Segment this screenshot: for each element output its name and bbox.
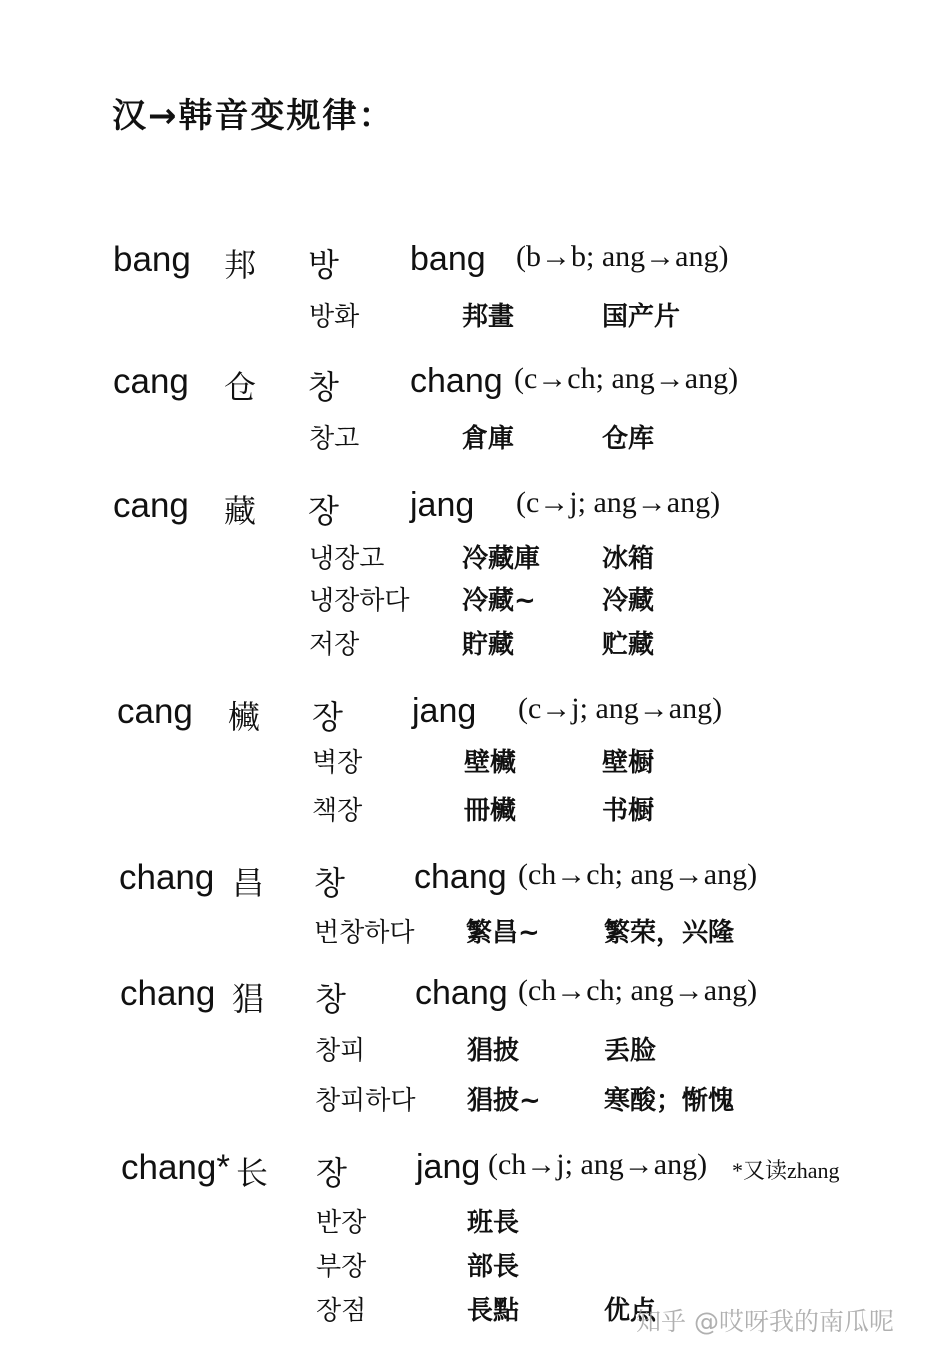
example-hanja: 猖披 xyxy=(467,1036,520,1066)
example-korean: 창피 xyxy=(315,1036,366,1066)
pinyin: cang xyxy=(113,486,189,525)
example-korean: 냉장고 xyxy=(309,544,385,574)
hangul: 창 xyxy=(308,368,339,406)
hanzi: 长 xyxy=(236,1154,269,1192)
example-korean: 방화 xyxy=(309,302,360,332)
example-korean: 창고 xyxy=(309,424,360,454)
example-hanja: 繁昌~ xyxy=(466,918,540,948)
example-chinese: 壁橱 xyxy=(602,748,655,778)
example-chinese: 繁荣，兴隆 xyxy=(604,918,735,948)
sound-change-rule: (ch→ch; ang→ang) xyxy=(518,974,758,1007)
example-chinese: 冷藏 xyxy=(602,586,655,616)
korean-romanization: jang xyxy=(412,692,477,730)
example-korean: 저장 xyxy=(309,630,360,660)
example-korean: 반장 xyxy=(316,1208,367,1238)
sound-change-rule: (c→j; ang→ang) xyxy=(518,692,723,725)
hanzi: 欌 xyxy=(228,698,261,736)
example-korean: 장점 xyxy=(316,1296,367,1326)
example-hanja: 冷藏庫 xyxy=(462,544,541,574)
example-chinese: 寒酸；惭愧 xyxy=(604,1086,735,1116)
example-chinese: 优点 xyxy=(604,1296,657,1326)
hanzi: 邦 xyxy=(224,246,257,284)
hangul: 장 xyxy=(308,492,339,530)
example-korean: 벽장 xyxy=(312,748,363,778)
example-hanja: 冊欌 xyxy=(464,796,517,826)
example-korean: 냉장하다 xyxy=(309,586,410,616)
example-hanja: 長點 xyxy=(467,1296,520,1326)
example-hanja: 邦畫 xyxy=(462,302,515,332)
sound-change-rule: (ch→ch; ang→ang) xyxy=(518,858,758,891)
example-chinese: 仓库 xyxy=(602,424,655,454)
sound-change-rule: (b→b; ang→ang) xyxy=(516,240,729,273)
korean-romanization: jang xyxy=(416,1148,481,1186)
example-chinese: 冰箱 xyxy=(602,544,655,574)
example-korean: 번창하다 xyxy=(314,918,415,948)
korean-romanization: chang xyxy=(414,858,507,896)
watermark: 知乎 @哎呀我的南瓜呢 xyxy=(636,1307,894,1336)
example-hanja: 部長 xyxy=(467,1252,520,1282)
korean-romanization: chang xyxy=(415,974,508,1012)
example-chinese: 国产片 xyxy=(602,302,681,332)
pinyin: chang xyxy=(120,974,216,1013)
page-title: 汉→韩音变规律： xyxy=(112,96,395,136)
example-chinese: 书橱 xyxy=(602,796,655,826)
example-korean: 창피하다 xyxy=(315,1086,416,1116)
example-hanja: 猖披~ xyxy=(467,1086,541,1116)
sound-change-rule: (ch→j; ang→ang) xyxy=(488,1148,708,1181)
hangul: 장 xyxy=(312,698,343,736)
pinyin: cang xyxy=(117,692,193,731)
hanzi: 藏 xyxy=(224,492,257,530)
hangul: 창 xyxy=(315,980,346,1018)
example-hanja: 冷藏~ xyxy=(462,586,536,616)
sound-change-rule: (c→ch; ang→ang) xyxy=(514,362,739,395)
korean-romanization: jang xyxy=(410,486,475,524)
korean-romanization: bang xyxy=(410,240,486,278)
hangul: 방 xyxy=(308,246,339,284)
pinyin: cang xyxy=(113,362,189,401)
hanzi: 昌 xyxy=(232,864,265,902)
example-korean: 책장 xyxy=(312,796,363,826)
example-hanja: 貯藏 xyxy=(462,630,515,660)
example-korean: 부장 xyxy=(316,1252,367,1282)
pinyin: bang xyxy=(113,240,191,279)
korean-romanization: chang xyxy=(410,362,503,400)
alternate-reading-note: *又读zhang xyxy=(732,1158,840,1183)
hangul: 장 xyxy=(316,1154,347,1192)
hanzi: 猖 xyxy=(232,980,265,1018)
hanzi: 仓 xyxy=(224,368,257,406)
example-hanja: 班長 xyxy=(467,1208,520,1238)
example-hanja: 倉庫 xyxy=(462,424,515,454)
example-chinese: 丢脸 xyxy=(604,1036,657,1066)
example-hanja: 壁欌 xyxy=(464,748,517,778)
pinyin: chang xyxy=(119,858,215,897)
hangul: 창 xyxy=(314,864,345,902)
sound-change-rule: (c→j; ang→ang) xyxy=(516,486,721,519)
example-chinese: 贮藏 xyxy=(602,630,655,660)
pinyin: chang* xyxy=(121,1148,230,1187)
